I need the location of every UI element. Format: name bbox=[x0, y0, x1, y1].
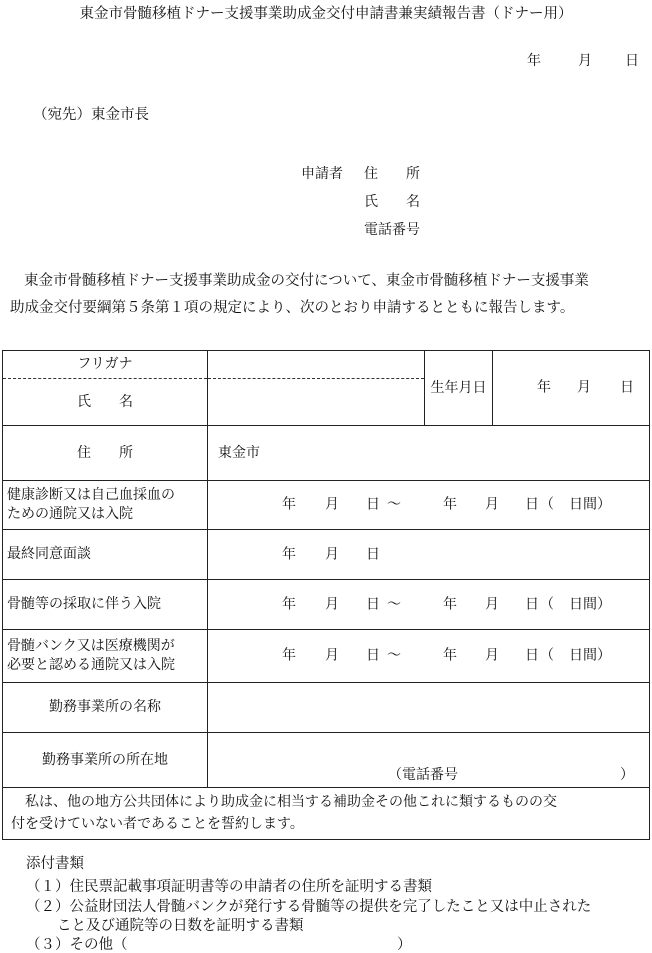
attachments-heading: 添付書類 bbox=[26, 856, 84, 872]
collection-days-label: 日間） bbox=[569, 596, 611, 613]
bank-label-line-1: 骨髄バンク又は医療機関が bbox=[7, 638, 175, 655]
attachment-item-3-close: ） bbox=[397, 937, 412, 953]
date-day-label: 日 bbox=[625, 53, 639, 69]
period-to-year: 年 bbox=[443, 496, 457, 513]
bank-period[interactable] bbox=[208, 630, 650, 683]
checkup-period[interactable] bbox=[208, 481, 650, 530]
bank-to-month: 月 bbox=[485, 647, 499, 664]
date-year-label: 年 bbox=[527, 53, 541, 69]
consent-month: 月 bbox=[325, 546, 339, 563]
intro-line-2: 助成金交付要綱第５条第１項の規定により、次のとおり申請するとともに報告します。 bbox=[10, 300, 575, 316]
bank-to-year: 年 bbox=[443, 647, 457, 664]
period-days-label: 日間） bbox=[569, 496, 611, 513]
pledge-line-2: 付を受けていない者であることを誓約します。 bbox=[11, 815, 304, 832]
bank-label-line-2: 必要と認める通院又は入院 bbox=[7, 657, 175, 673]
birth-year-label: 年 bbox=[537, 379, 551, 396]
period-from-day: 日 bbox=[366, 496, 380, 513]
address-label: 住 所 bbox=[3, 426, 208, 481]
collection-tilde: ～ bbox=[387, 596, 401, 613]
collection-from-day: 日 bbox=[366, 596, 380, 613]
applicant-address-label: 住 所 bbox=[364, 166, 420, 182]
document-title: 東金市骨髄移植ドナー支援事業助成金交付申請書兼実績報告書（ドナー用） bbox=[79, 6, 573, 22]
collection-from-year: 年 bbox=[282, 596, 296, 613]
period-from-month: 月 bbox=[325, 496, 339, 513]
collection-to-month: 月 bbox=[485, 596, 499, 613]
intro-line-1: 東金市骨髄移植ドナー支援事業助成金の交付について、東金市骨髄移植ドナー支援事業 bbox=[24, 273, 589, 289]
attachment-item-2-line-1: （２）公益財団法人骨髄バンクが発行する骨髄等の提供を完了したこと又は中止された bbox=[26, 899, 592, 915]
checkup-label bbox=[3, 481, 208, 530]
consent-year: 年 bbox=[282, 546, 296, 563]
collection-period[interactable] bbox=[208, 580, 650, 630]
workplace-address-field[interactable] bbox=[208, 733, 650, 788]
address-field[interactable]: 東金市 bbox=[208, 426, 650, 481]
period-from-year: 年 bbox=[282, 496, 296, 513]
furigana-field[interactable] bbox=[208, 351, 425, 379]
application-table bbox=[2, 350, 650, 840]
attachment-item-1: （１）住民票記載事項証明書等の申請者の住所を証明する書類 bbox=[26, 879, 432, 895]
bank-tilde: ～ bbox=[387, 647, 401, 664]
attachment-item-2-line-2: こと及び通院等の日数を証明する書類 bbox=[57, 918, 304, 934]
applicant-phone-label: 電話番号 bbox=[364, 222, 420, 238]
consent-day: 日 bbox=[366, 546, 380, 563]
bank-to-day: 日 bbox=[525, 647, 539, 664]
bank-days-label: 日間） bbox=[569, 647, 611, 664]
checkup-label-line-2: ための通院又は入院 bbox=[7, 506, 133, 522]
furigana-label: フリガナ bbox=[3, 351, 208, 379]
workplace-name-label: 勤務事業所の名称 bbox=[3, 683, 208, 733]
period-to-month: 月 bbox=[485, 496, 499, 513]
date-month-label: 月 bbox=[578, 53, 592, 69]
birth-month-label: 月 bbox=[577, 379, 591, 396]
period-to-day: 日 bbox=[525, 496, 539, 513]
collection-to-day: 日 bbox=[525, 596, 539, 613]
applicant-label: 申請者 bbox=[301, 166, 343, 182]
bank-from-month: 月 bbox=[325, 647, 339, 664]
pledge-line-1: 私は、他の地方公共団体により助成金に相当する補助金その他これに類するものの交 bbox=[25, 794, 557, 810]
collection-label: 骨髄等の採取に伴う入院 bbox=[3, 580, 208, 630]
period-tilde: ～ bbox=[387, 496, 401, 513]
checkup-label-line-1: 健康診断又は自己血採血の bbox=[7, 487, 175, 504]
consent-date[interactable] bbox=[208, 530, 650, 580]
workplace-address-label: 勤務事業所の所在地 bbox=[3, 733, 208, 788]
collection-days-open: （ bbox=[540, 596, 554, 613]
bank-from-year: 年 bbox=[282, 647, 296, 664]
addressee: （宛先）東金市長 bbox=[33, 107, 149, 123]
bank-days-open: （ bbox=[540, 647, 554, 664]
applicant-name-label: 氏 名 bbox=[364, 194, 420, 210]
birth-day-label: 日 bbox=[620, 379, 634, 396]
birthdate-field[interactable] bbox=[493, 351, 650, 426]
pledge-cell bbox=[3, 788, 650, 840]
workplace-name-field[interactable] bbox=[208, 683, 650, 733]
bank-label bbox=[3, 630, 208, 683]
bank-from-day: 日 bbox=[366, 647, 380, 664]
workplace-phone-close: ） bbox=[620, 767, 634, 784]
attachment-item-3-label: （３）その他（ bbox=[26, 937, 128, 953]
birthdate-label: 生年月日 bbox=[425, 351, 493, 426]
name-field[interactable] bbox=[208, 379, 425, 426]
collection-from-month: 月 bbox=[325, 596, 339, 613]
collection-to-year: 年 bbox=[443, 596, 457, 613]
workplace-phone-open: （電話番号 bbox=[388, 767, 458, 784]
name-label: 氏 名 bbox=[3, 379, 208, 426]
consent-label: 最終同意面談 bbox=[3, 530, 208, 580]
period-days-open: （ bbox=[540, 496, 554, 513]
